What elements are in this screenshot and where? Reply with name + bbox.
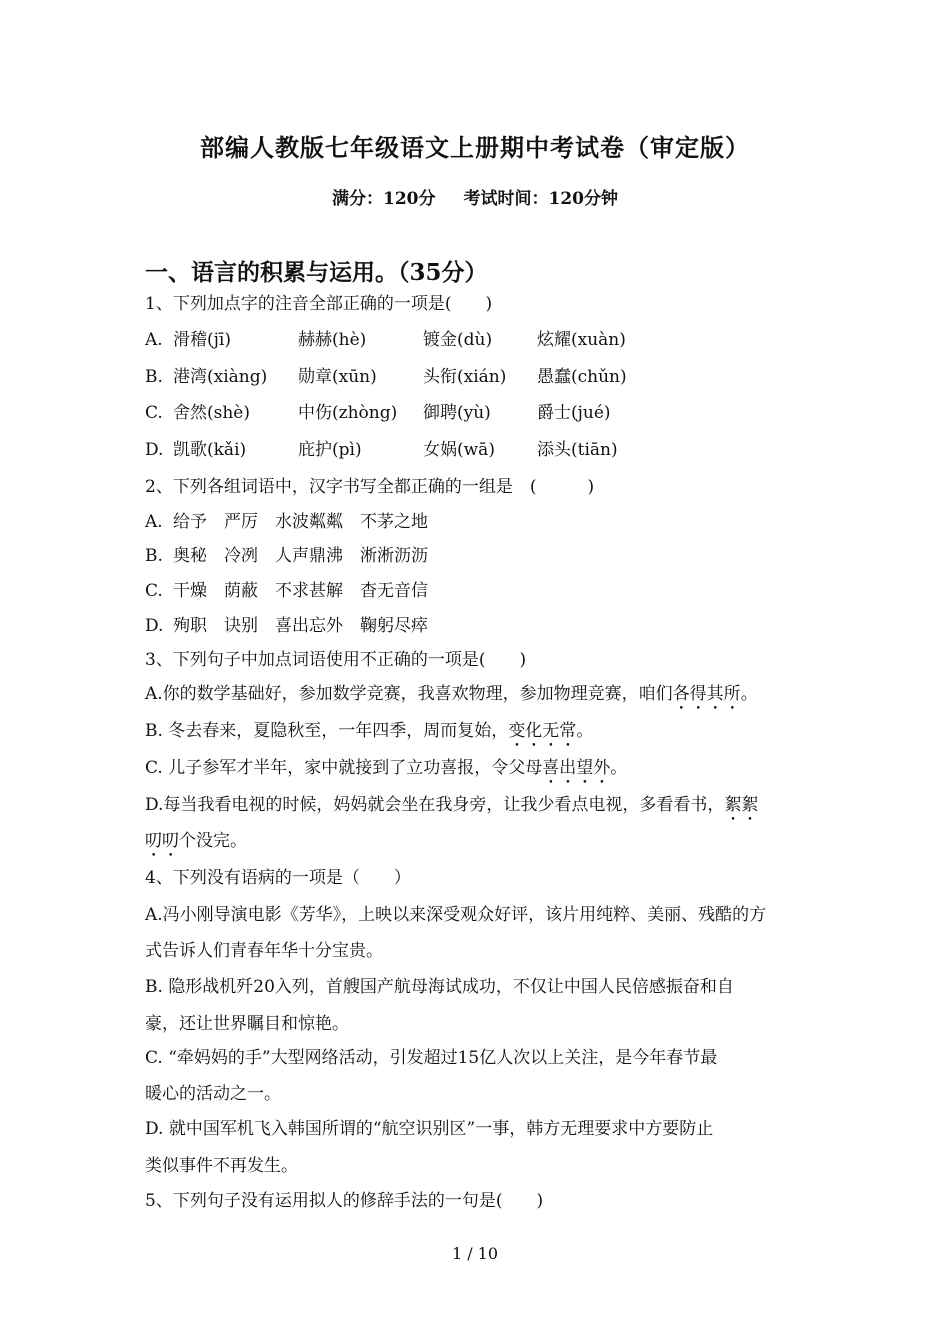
q1-option-a-item: 炫耀(xuàn) <box>537 330 626 350</box>
full-score: 满分：120分 <box>332 189 436 209</box>
q4-option-a-line1: A.冯小刚导演电影《芳华》，上映以来深受观众好评，该片用纯粹、美丽、残酷的方 <box>145 905 767 925</box>
option-text: B. 冬去春来，夏隐秋至，一年四季，周而复始， <box>145 721 509 741</box>
option-text: 。 <box>740 684 758 704</box>
option-text: D.每当我看电视的时候，妈妈就会坐在我身旁，让我少看点电视，多看看书， <box>145 795 725 815</box>
option-letter: C. <box>145 581 163 601</box>
q2-option-b <box>145 544 428 568</box>
exam-info <box>0 184 950 209</box>
option-text: 给予 严厉 水波粼粼 不茅之地 <box>173 512 428 532</box>
q1-option-a-item: 滑稽(jī) <box>173 330 231 350</box>
q1-option-c-item: 舍然(shè) <box>173 403 250 423</box>
q1-option-c-item: 爵士(jué) <box>537 403 611 423</box>
q1-option-b-item: 头衔(xián) <box>423 367 507 387</box>
q1-option-b-item: 愚蠢(chǔn) <box>537 367 627 387</box>
q1-option-c-item: 中伤(zhòng) <box>298 403 398 423</box>
q1-option-a-item: 赫赫(hè) <box>298 330 367 350</box>
option-text: 。 <box>610 758 628 778</box>
q3-option-d-line2 <box>145 829 247 861</box>
option-text: 殉职 诀别 喜出忘外 鞠躬尽瘁 <box>173 616 428 636</box>
question-5-stem: 5、下列句子没有运用拟人的修辞手法的一句是( ) <box>145 1191 544 1211</box>
dotted-phrase: 喜出望外 <box>542 758 611 778</box>
q2-option-a <box>145 510 428 534</box>
q4-option-d-line1: D. 就中国军机飞入韩国所谓的“航空识别区”一事，韩方无理要求中方要防止 <box>145 1119 714 1139</box>
page-title: 部编人教版七年级语文上册期中考试卷（审定版） <box>200 133 750 162</box>
option-text: 干燥 荫蔽 不求甚解 杳无音信 <box>173 581 428 601</box>
option-text: 。 <box>576 721 594 741</box>
dotted-phrase: 叨叨 <box>145 831 179 851</box>
question-3-stem: 3、下列句子中加点词语使用不正确的一项是( ) <box>145 650 527 670</box>
option-text: 个没完。 <box>179 831 247 851</box>
q3-option-c <box>145 756 627 788</box>
q3-option-a <box>145 682 758 714</box>
q1-option-b-letter: B. <box>145 367 163 387</box>
q2-option-d <box>145 614 428 638</box>
question-2-stem: 2、下列各组词语中，汉字书写全都正确的一组是 ( ) <box>145 477 595 497</box>
q1-option-d-item: 女娲(wā) <box>423 440 495 460</box>
q4-option-b-line2: 豪，还让世界瞩目和惊艳。 <box>145 1014 349 1034</box>
section-heading: 一、语言的积累与运用。（35分） <box>145 259 488 286</box>
q1-option-a-letter: A. <box>145 330 163 350</box>
page-number: 1 / 10 <box>451 1244 499 1263</box>
q1-option-d-item: 添头(tiān) <box>537 440 618 460</box>
option-text: C. 儿子参军才半年，家中就接到了立功喜报，令父母 <box>145 758 543 778</box>
q3-option-d-line1 <box>145 793 758 825</box>
option-letter: D. <box>145 616 164 636</box>
q4-option-a-line2: 式告诉人们青春年华十分宝贵。 <box>145 941 383 961</box>
dotted-phrase: 变化无常 <box>508 721 577 741</box>
option-letter: A. <box>145 512 163 532</box>
q2-option-c <box>145 579 428 603</box>
q1-option-a-item: 镀金(dù) <box>423 330 493 350</box>
q4-option-b-line1: B. 隐形战机歼20入列，首艘国产航母海试成功，不仅让中国人民倍感振奋和自 <box>145 977 734 997</box>
q1-option-d-item: 凯歌(kǎi) <box>173 440 247 460</box>
q1-option-d-item: 庇护(pì) <box>298 440 362 460</box>
q4-option-c-line2: 暖心的活动之一。 <box>145 1084 281 1104</box>
q3-option-b <box>145 719 593 751</box>
exam-time: 考试时间：120分钟 <box>463 189 618 209</box>
q4-option-c-line1: C. “牵妈妈的手”大型网络活动，引发超过15亿人次以上关注，是今年春节最 <box>145 1048 718 1068</box>
dotted-phrase: 各得其所 <box>672 684 741 704</box>
question-1-stem: 1、下列加点字的注音全部正确的一项是( ) <box>145 294 493 314</box>
q1-option-d-letter: D. <box>145 440 164 460</box>
q1-option-c-letter: C. <box>145 403 163 423</box>
dotted-phrase: 絮絮 <box>724 795 759 815</box>
q1-option-b-item: 港湾(xiàng) <box>173 367 268 387</box>
q1-option-c-item: 御聘(yù) <box>423 403 491 423</box>
q4-option-d-line2: 类似事件不再发生。 <box>145 1156 298 1176</box>
question-4-stem: 4、下列没有语病的一项是（ ） <box>145 868 411 888</box>
option-text: A.你的数学基础好，参加数学竞赛，我喜欢物理，参加物理竞赛，咱们 <box>145 684 673 704</box>
option-text: 奥秘 冷冽 人声鼎沸 淅淅沥沥 <box>173 546 428 566</box>
q1-option-b-item: 勋章(xūn) <box>298 367 377 387</box>
option-letter: B. <box>145 546 163 566</box>
